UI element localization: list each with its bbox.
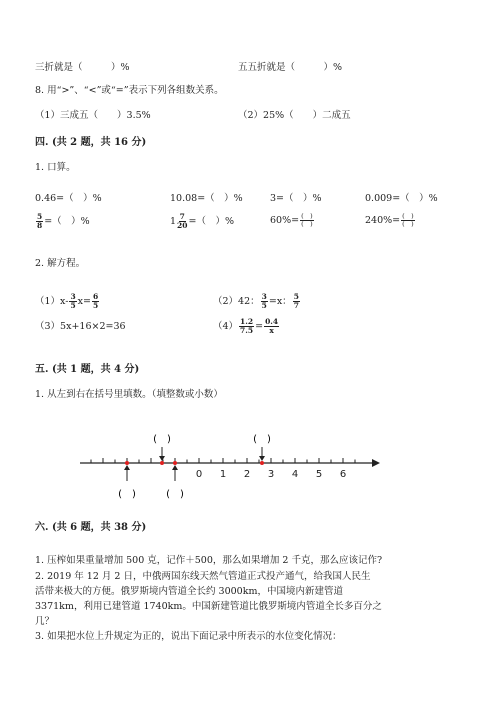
- tick-label: 5: [315, 469, 323, 480]
- number-line: [0, 428, 500, 518]
- oral-b2: 1 $\frac{7}{20}$ =（ ）%: [170, 212, 234, 230]
- q8-item-2: （2）25%（ ）二成五: [238, 110, 351, 121]
- point-marker: [260, 461, 264, 465]
- equation-1: （1）x- $\frac{3}{5}$ x= $\frac{6}{5}$: [35, 292, 99, 310]
- oral-b1: $\frac{5}{8}$ =（ ）%: [37, 212, 90, 230]
- tick-label: 0: [195, 469, 203, 480]
- equation-4: （4） $\frac{1.2}{7.5}$ = $\frac{0.4}{x}$: [213, 317, 279, 335]
- section6-q2-line3: 3371km，利用已建管道 1740km。中国新建管道比俄罗斯境内管道全长多百分之: [35, 601, 382, 612]
- fraction: $\frac{5}{8}$: [37, 212, 43, 230]
- oral-a1: 0.46=（ ）%: [35, 193, 102, 204]
- section6-heading: 六. (共 6 题，共 38 分): [35, 522, 147, 533]
- section5-heading: 五. (共 1 题，共 4 分): [35, 364, 140, 375]
- arrow-up-2-head: [172, 465, 178, 470]
- oral-a4: 0.009=（ ）%: [365, 193, 438, 204]
- point-marker: [160, 461, 164, 465]
- blank-fraction: $\frac{( )}{( )}$: [402, 212, 414, 228]
- axis-arrowhead: [372, 459, 380, 467]
- equation-3: （3）5x+16×2=36: [35, 321, 126, 332]
- section6-q2-line4: 几？: [35, 616, 55, 627]
- percent-fill-row-left: 三折就是（ ）%: [35, 62, 130, 73]
- tick-label: 6: [339, 469, 347, 480]
- section6-q2-line2: 活带来极大的方便。俄罗斯境内管道全长约 3000km，中国境内新建管道: [35, 586, 343, 597]
- equation-2: （2）42： $\frac{3}{5}$ =x： $\frac{5}{7}$: [213, 292, 299, 310]
- tick-label: 1: [219, 469, 227, 480]
- section6-q2-line1: 2. 2019 年 12 月 2 日，中俄两国东线天然气管道正式投产通气，给我国人民生: [35, 571, 371, 582]
- arrow-up-1-head: [124, 465, 130, 470]
- q8-item-1: （1）三成五（ ）3.5%: [35, 110, 151, 121]
- arrow-down-2-head: [259, 456, 265, 461]
- blank-fraction: $\frac{( )}{( )}$: [301, 212, 313, 228]
- fraction: $\frac{7}{20}$: [177, 212, 188, 230]
- q8-title: 8. 用“>”、“<”或“=”表示下列各组数关系。: [35, 85, 224, 96]
- section5-q1-title: 1. 从左到右在括号里填数。（填整数或小数）: [35, 389, 223, 400]
- paren-below-2: ( ): [166, 489, 184, 500]
- oral-b3: 60%= $\frac{( )}{( )}$: [270, 212, 313, 228]
- tick-label: 2: [243, 469, 251, 480]
- section4-q1-title: 1. 口算。: [35, 162, 76, 173]
- section4-q2-title: 2. 解方程。: [35, 258, 86, 269]
- tick-label: 4: [291, 469, 299, 480]
- paren-above-1: ( ): [153, 434, 171, 445]
- tick-label: 3: [267, 469, 275, 480]
- point-marker: [125, 461, 129, 465]
- paren-above-2: ( ): [253, 434, 271, 445]
- oral-a3: 3=（ ）%: [270, 193, 322, 204]
- percent-fill-row-right: 五五折就是（ ）%: [238, 62, 343, 73]
- oral-a2: 10.08=（ ）%: [170, 193, 243, 204]
- section6-q3: 3. 如果把水位上升规定为正的，说出下面记录中所表示的水位变化情况：: [35, 631, 342, 642]
- section4-heading: 四. (共 2 题，共 16 分): [35, 137, 147, 148]
- arrow-down-1-head: [159, 456, 165, 461]
- paren-below-1: ( ): [118, 489, 136, 500]
- oral-b4: 240%= $\frac{( )}{( )}$: [365, 212, 414, 228]
- point-marker: [173, 461, 177, 465]
- section6-q1: 1. 压榨如果重量增加 500 克，记作＋500，那么如果增加 2 千克，那么应该记作?: [35, 555, 383, 566]
